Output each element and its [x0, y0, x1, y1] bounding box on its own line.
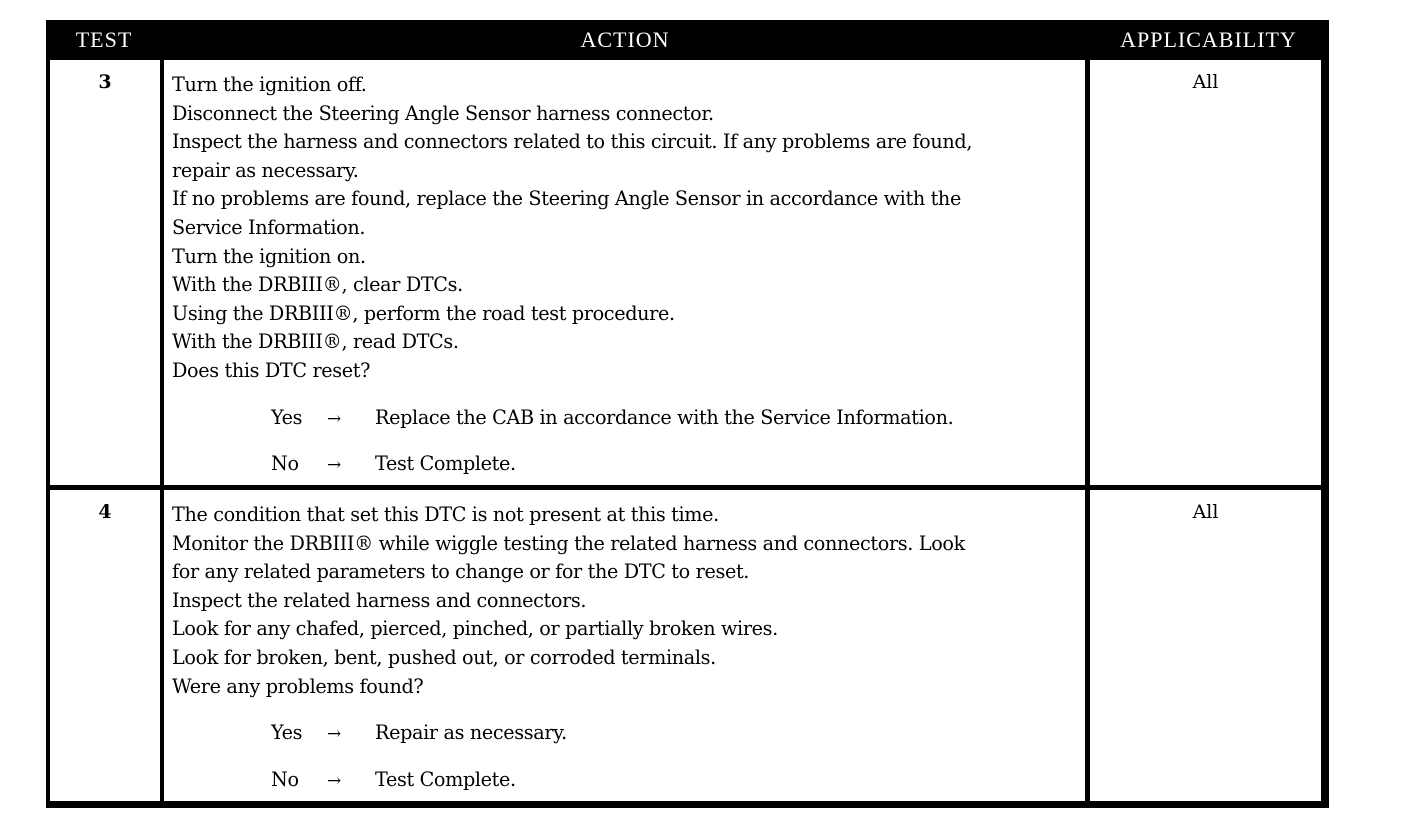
row-3-action-line: Turn the ignition on. — [172, 244, 366, 268]
no-label: No — [271, 452, 299, 476]
row-4-applicability: All — [1090, 490, 1321, 801]
arrow-right-icon: → — [327, 455, 341, 476]
arrow-right-icon: → — [327, 724, 341, 745]
row-4-action-line: Look for any chafed, pierced, pinched, or partially broken wires. — [172, 617, 778, 641]
no-label: No — [271, 767, 299, 791]
row-3-yes-result — [271, 404, 1085, 433]
row-4-action-line: Monitor the DRBIII® while wiggle testing the related harness and connectors. Look — [172, 531, 965, 555]
row-3-action-line: Using the DRBIII®, perform the road test procedure. — [172, 301, 675, 325]
arrow-right-icon: → — [327, 408, 341, 429]
yes-label: Yes — [271, 721, 303, 745]
row-4-test-number: 4 — [50, 490, 160, 801]
diagnostic-test-table — [46, 20, 1329, 808]
row-3-action-line: With the DRBIII®, read DTCs. — [172, 330, 459, 354]
row-3-action-line: Disconnect the Steering Angle Sensor harness connector. — [172, 101, 714, 125]
row-3-action-line: Does this DTC reset? — [172, 358, 371, 382]
no-result-text: Test Complete. — [375, 767, 516, 791]
yes-result-text: Replace the CAB in accordance with the Service Information. — [375, 405, 954, 429]
row-4-action-line: Were any problems found? — [172, 674, 424, 698]
row-3-action-line: Inspect the harness and connectors related to this circuit. If any problems are found, — [172, 130, 973, 154]
row-3-no-result — [271, 450, 1085, 479]
row-4-action-line: for any related parameters to change or for the DTC to reset. — [172, 560, 750, 584]
row-4-action-line: Inspect the related harness and connectors. — [172, 588, 587, 612]
row-3-applicability: All — [1090, 60, 1321, 485]
row-3-action-line: Turn the ignition off. — [172, 73, 367, 96]
row-4-yes-result — [271, 719, 1085, 748]
arrow-right-icon: → — [327, 770, 341, 791]
row-4-action-line: The condition that set this DTC is not present at this time. — [172, 503, 719, 526]
row-3-action-line: repair as necessary. — [172, 158, 359, 182]
header-action: ACTION — [580, 27, 670, 52]
header-test: TEST — [75, 27, 133, 52]
no-result-text: Test Complete. — [375, 452, 516, 476]
row-3-action-line: If no problems are found, replace the Steering Angle Sensor in accordance with the — [172, 187, 961, 211]
yes-label: Yes — [271, 405, 303, 429]
row-3-test-number: 3 — [50, 60, 160, 485]
row-4-no-result — [271, 766, 1085, 795]
yes-result-text: Repair as necessary. — [375, 721, 567, 745]
row-3-action — [164, 60, 1085, 485]
row-4-action-line: Look for broken, bent, pushed out, or corroded terminals. — [172, 645, 716, 669]
row-4-action — [164, 490, 1085, 801]
row-3-action-line: With the DRBIII®, clear DTCs. — [172, 273, 463, 297]
row-3-action-line: Service Information. — [172, 215, 366, 239]
header-applicability: APPLICABILITY — [1120, 27, 1297, 52]
